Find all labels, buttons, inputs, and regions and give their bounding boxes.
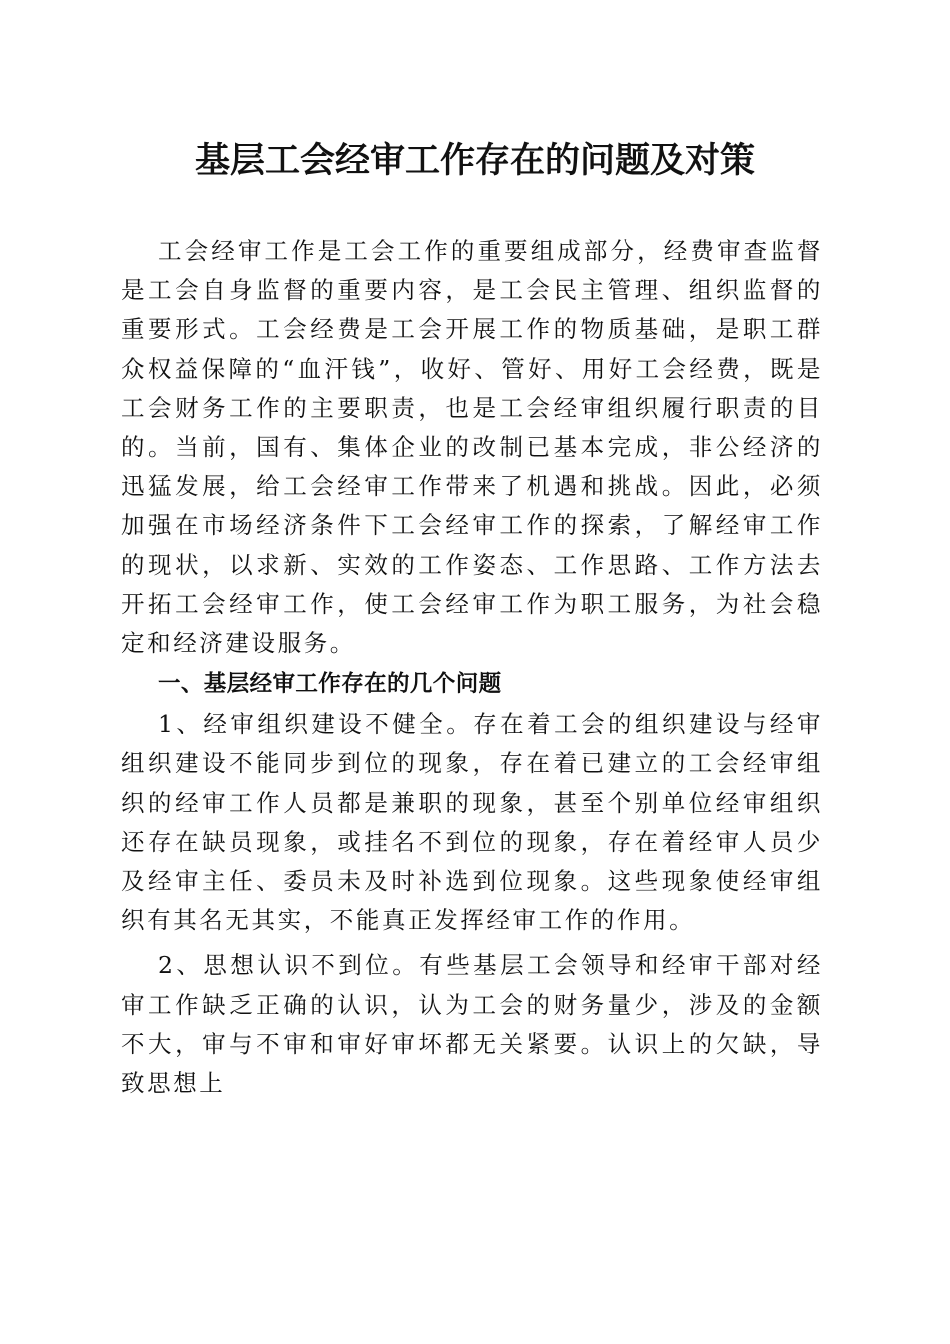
page-title: 基层工会经审工作存在的问题及对策 [194, 140, 755, 181]
document-body [121, 232, 823, 1103]
section-heading-1: 一、基层经审工作存在的几个问题 [158, 671, 502, 698]
item-2-paragraph: 2、思想认识不到位。有些基层工会领导和经审干部对经审工作缺乏正确的认识，认为工会的财务量少，涉及的金额不大，审与不审和审好审坏都无关紧要。认识上的欠缺，导致思想上 [121, 951, 823, 1098]
intro-paragraph: 工会经审工作是工会工作的重要组成部分，经费审查监督是工会自身监督的重要内容，是工会民主管理、组织监督的重要形式。工会经费是工会开展工作的物质基础，是职工群众权益保障的“血汗钱”，收好、管好、用好工会经费，既是工会财务工作的主要职责，也是工会经审组织履行职责的目的。当前，国有、集体企业的改制已基本完成，非公经济的迅猛发展，给工会经审工作带来了机遇和挑战。因此，必须加强在市场经济条件下工会经审工作的探索，了解经审工作的现状，以求新、实效的工作姿态、工作思路、工作方法去开拓工会经审工作，使工会经审工作为职工服务，为社会稳定和经济建设服务。 [121, 237, 823, 658]
item-1-paragraph: 1、经审组织建设不健全。存在着工会的组织建设与经审组织建设不能同步到位的现象，存在着已建立的工会经审组织的经审工作人员都是兼职的现象，甚至个别单位经审组织还存在缺员现象，或挂名不到位的现象，存在着经审人员少及经审主任、委员未及时补选到位现象。这些现象使经审组织有其名无其实，不能真正发挥经审工作的作用。 [121, 710, 823, 935]
